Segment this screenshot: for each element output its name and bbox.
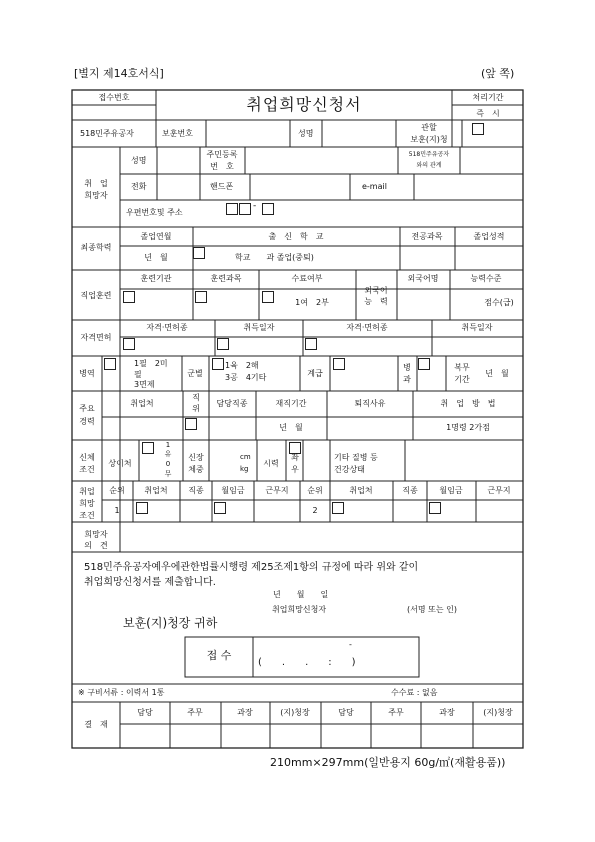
checkbox[interactable] (212, 358, 224, 370)
right-label: 우 (291, 465, 299, 474)
page-title: 취업희망신청서 (246, 95, 362, 114)
body-section-2: 조건 (79, 465, 95, 474)
training-org-label: 훈련기관 (140, 274, 172, 283)
service-period-label-2: 기간 (454, 375, 470, 384)
checkbox[interactable] (214, 502, 226, 514)
email-label: e-mail (362, 182, 387, 191)
desired-rank-1: 1 (114, 506, 120, 515)
military-section: 병역 (79, 369, 95, 378)
training-course-label: 훈련과목 (210, 274, 242, 283)
name-label: 성명 (298, 129, 314, 138)
receipt-dash: - (349, 640, 352, 649)
checkbox[interactable] (333, 358, 345, 370)
form-number: [별지 제14호서식] (74, 67, 164, 80)
career-method-label: 취 업 방 법 (440, 399, 496, 408)
military-opts-2: 필 (134, 370, 142, 379)
training-section: 직업훈련 (80, 291, 112, 300)
arm-label-2: 과 (403, 375, 411, 384)
career-task-label: 담당직종 (216, 399, 248, 408)
career-ym: 년 월 (279, 423, 303, 432)
approval-col: 과장 (237, 708, 253, 717)
other-health-label-2: 건강상태 (334, 465, 365, 474)
process-period-label: 처리기간 (472, 93, 504, 102)
major-label: 전공과목 (411, 232, 443, 241)
office-label-2: 보훈(지)청 (410, 135, 448, 144)
grade-1: 1 (165, 441, 171, 449)
checkbox[interactable] (239, 203, 251, 215)
cm-unit: cm (240, 453, 251, 461)
checkbox[interactable] (429, 502, 441, 514)
grades-label: 졸업성적 (473, 232, 505, 241)
desired-job-label-2: 직종 (402, 486, 418, 495)
page-side: (앞 쪽) (481, 67, 515, 80)
receipt-number-label: 접수번호 (98, 93, 130, 102)
postal-address-label: 우편번호및 주소 (126, 208, 183, 217)
desired-wage-label: 월임금 (221, 486, 245, 495)
checkbox[interactable] (185, 418, 197, 430)
process-period-value: 즉 시 (476, 109, 500, 118)
checkbox[interactable] (123, 291, 135, 303)
grad-date-label: 졸업연월 (140, 232, 172, 241)
kg-unit: kg (240, 465, 249, 473)
left-label: 좌 (291, 453, 299, 462)
approval-col: 담당 (137, 708, 153, 717)
height-label: 신장 (188, 453, 204, 462)
veteran-no-label: 보훈번호 (162, 129, 193, 138)
applicant-section: 취 업 (84, 179, 108, 188)
office-label: 관할 (421, 123, 437, 132)
desired-section: 취업 (79, 487, 95, 496)
career-position-label: 직 (192, 393, 200, 402)
fee-note: 수수료 : 없음 (391, 688, 438, 697)
approval-label: 결 재 (84, 720, 108, 729)
grad-ym: 년 월 (144, 253, 168, 262)
desired-rank-label: 순위 (109, 486, 125, 495)
relation-label-2: 와의 관계 (416, 162, 442, 169)
signature-note: (서명 또는 인) (407, 605, 457, 614)
checkbox[interactable] (195, 291, 207, 303)
approval-col: 과장 (439, 708, 455, 717)
checkbox[interactable] (262, 291, 274, 303)
approval-col: 담당 (338, 708, 354, 717)
addressee: 보훈(지)청장 귀하 (123, 616, 218, 630)
checkbox[interactable] (217, 338, 229, 350)
branch-opts: 1육 2해 (225, 361, 259, 370)
checkbox[interactable] (305, 338, 317, 350)
career-reason-label: 퇴직사유 (354, 399, 386, 408)
declaration-line-2: 취업희망신청서를 제출합니다. (84, 577, 216, 588)
desired-section-2: 희망 (79, 499, 95, 508)
desired-rank-label-2: 순위 (307, 486, 323, 495)
career-duration-label: 재직기간 (275, 399, 307, 408)
declaration-date: 년 월 일 (273, 590, 329, 599)
license-section: 자격면허 (80, 333, 112, 342)
approval-col: (지)청장 (483, 708, 513, 717)
checkbox[interactable] (123, 338, 135, 350)
checkbox[interactable] (136, 502, 148, 514)
approval-col: 주무 (388, 708, 404, 717)
rrn-label: 주민등록 (206, 150, 238, 159)
checkbox[interactable] (262, 203, 274, 215)
other-health-label: 기타 질병 등 (334, 453, 378, 462)
checkbox[interactable] (472, 123, 484, 135)
applicant-signature-label: 취업희망신청자 (272, 605, 327, 614)
desired-wage-label-2: 월임금 (439, 486, 463, 495)
cert-date-label: 취득일자 (243, 323, 275, 332)
language-ability-2: 능 력 (364, 297, 388, 306)
service-period-value: 년 월 (485, 369, 509, 378)
checkbox[interactable] (332, 502, 344, 514)
language-ability: 외국어 (364, 286, 388, 295)
checkbox[interactable] (418, 358, 430, 370)
military-opts-3: 3면제 (134, 380, 155, 389)
approval-col: 주무 (187, 708, 203, 717)
desired-employer-label: 취업처 (144, 486, 168, 495)
training-complete-label: 수료여부 (291, 274, 323, 283)
career-section-2: 경력 (79, 417, 95, 426)
career-position-label-2: 위 (192, 404, 200, 413)
weight-label: 체중 (188, 465, 204, 474)
declaration-line-1: 518민주유공자예우에관한법률시행령 제25조제1항의 규정에 따라 위와 같이 (84, 562, 419, 573)
branch-label: 군별 (187, 369, 203, 378)
cert-date-label-2: 취득일자 (461, 323, 493, 332)
grade-2: 유 (164, 450, 172, 458)
body-section: 신체 (79, 453, 95, 462)
school-label: 출 신 학 교 (268, 232, 324, 241)
approval-col: (지)청장 (280, 708, 310, 717)
mobile-label: 핸드폰 (210, 182, 234, 191)
career-employer-label: 취업처 (130, 399, 154, 408)
opinion-label: 희망자 (84, 530, 108, 539)
desired-section-3: 조건 (79, 511, 95, 520)
desired-place-label-2: 근무지 (487, 486, 511, 495)
desired-job-label: 직종 (188, 486, 204, 495)
grade-3: 0 (165, 460, 171, 468)
checkbox[interactable] (226, 203, 238, 215)
desired-rank-2: 2 (312, 506, 318, 515)
cert-label-2: 자격·면허종 (346, 323, 388, 332)
career-section: 주요 (79, 404, 95, 413)
school-dept: 학교 과 졸업(중퇴) (235, 253, 314, 262)
rank-label: 계급 (307, 369, 323, 378)
language-name-label: 외국어명 (407, 274, 439, 283)
opinion-label-2: 의 견 (84, 541, 108, 550)
education-section: 최종학력 (80, 243, 112, 252)
desired-employer-label-2: 취업처 (349, 486, 373, 495)
applicant-name-label: 성명 (131, 156, 147, 165)
checkbox[interactable] (193, 247, 205, 259)
required-docs: ※ 구비서류 : 이력서 1통 (78, 688, 165, 697)
receipt-label: 접 수 (206, 649, 232, 662)
postal-dash: - (253, 201, 257, 211)
desired-place-label: 근무지 (265, 486, 289, 495)
phone-label: 전화 (131, 182, 147, 191)
relation-label: 518민주유공자 (408, 151, 450, 158)
score-label: 점수(급) (484, 298, 514, 307)
disability-label: 상이처 (108, 459, 132, 468)
applicant-section-2: 희망자 (84, 191, 108, 200)
service-period-label: 복무 (454, 363, 470, 372)
career-method: 1명령 2가점 (446, 423, 490, 432)
rrn-label-2: 번 호 (210, 162, 234, 171)
branch-opts-2: 3공 4기타 (225, 373, 267, 382)
checkbox[interactable] (142, 442, 154, 454)
military-opts: 1필 2미 (134, 359, 168, 368)
arm-label: 병 (403, 363, 411, 372)
receipt-time: ( . . : ) (258, 657, 356, 668)
grade-4: 무 (164, 470, 172, 478)
cert-label: 자격·면허종 (146, 323, 188, 332)
training-complete-opts: 1여 2부 (295, 298, 329, 307)
vision-label: 시력 (263, 459, 279, 468)
merit-label: 518민주유공자 (80, 129, 134, 138)
language-level-label: 능력수준 (470, 274, 502, 283)
checkbox[interactable] (104, 358, 116, 370)
paper-note: 210mm×297mm(일반용지 60g/㎡(재활용품)) (270, 756, 506, 769)
